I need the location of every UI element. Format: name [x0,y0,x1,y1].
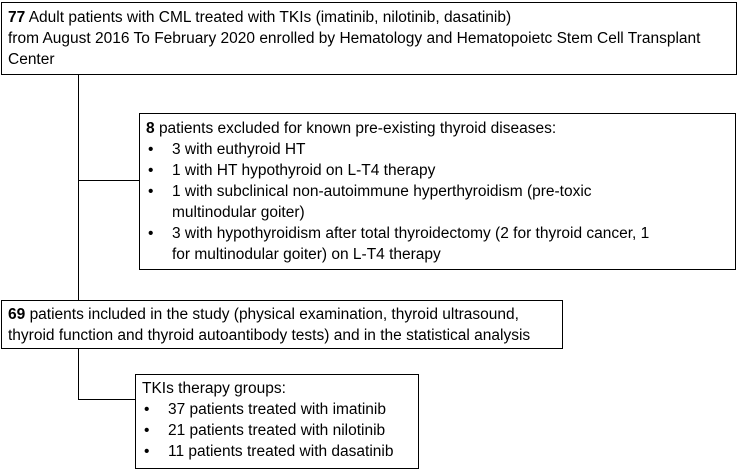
group-item-text: 21 patients treated with nilotinib [168,422,386,439]
excluded-header [146,118,729,139]
connector-branch-to-groups [78,399,136,400]
enrolled-line-1 [8,7,730,28]
connector-top-to-included [78,75,79,300]
group-item-text: 11 patients treated with dasatinib [168,443,394,460]
excluded-item-text: 3 with hypothyroidism after total thyroidectomy (2 for thyroid cancer, 1 [172,225,650,242]
enrolled-line-3: Center [8,51,55,68]
excluded-item-text-cont: multinodular goiter) [172,204,305,221]
excluded-patients-box [139,113,736,270]
included-line-1 [8,304,556,325]
bullet-icon: • [144,443,150,460]
excluded-item [146,223,729,265]
group-item [142,399,412,420]
enrolled-line-2: from August 2016 To February 2020 enrolled by Hematology and Hematopoietc Stem Cell Transplant [8,30,701,47]
group-item [142,441,412,462]
bullet-icon: • [144,422,150,439]
included-line-2: thyroid function and thyroid autoantibody tests) and in the statistical analysis [8,327,531,344]
excluded-item-text-cont: for multinodular goiter) on L-T4 therapy [172,246,441,263]
enrolled-text: Adult patients with CML treated with TKIs (imatinib, nilotinib, dasatinib) [28,9,512,26]
connector-included-to-groups [78,349,79,400]
therapy-groups-box [135,374,419,469]
excluded-item [146,139,729,160]
excluded-header-text: patients excluded for known pre-existing thyroid diseases: [158,120,557,137]
excluded-item-text: 1 with HT hypothyroid on L-T4 therapy [172,162,436,179]
included-count: 69 [8,306,26,323]
bullet-icon: • [148,225,154,242]
enrolled-count: 77 [8,9,26,26]
group-item [142,420,412,441]
excluded-list [146,139,729,265]
excluded-item [146,181,729,223]
bullet-icon: • [148,162,154,179]
bullet-icon: • [148,183,154,200]
group-item-text: 37 patients treated with imatinib [168,401,386,418]
connector-branch-to-excluded [78,180,140,181]
groups-list [142,399,412,462]
bullet-icon: • [148,141,154,158]
excluded-count: 8 [146,120,155,137]
included-patients-box [1,300,563,349]
included-text: patients included in the study (physical examination, thyroid ultrasound, [29,306,519,323]
enrolled-patients-box [1,2,737,75]
groups-header: TKIs therapy groups: [142,380,286,397]
excluded-item-text: 3 with euthyroid HT [172,141,306,158]
excluded-item-text: 1 with subclinical non-autoimmune hyperthyroidism (pre-toxic [172,183,592,200]
bullet-icon: • [144,401,150,418]
excluded-item [146,160,729,181]
